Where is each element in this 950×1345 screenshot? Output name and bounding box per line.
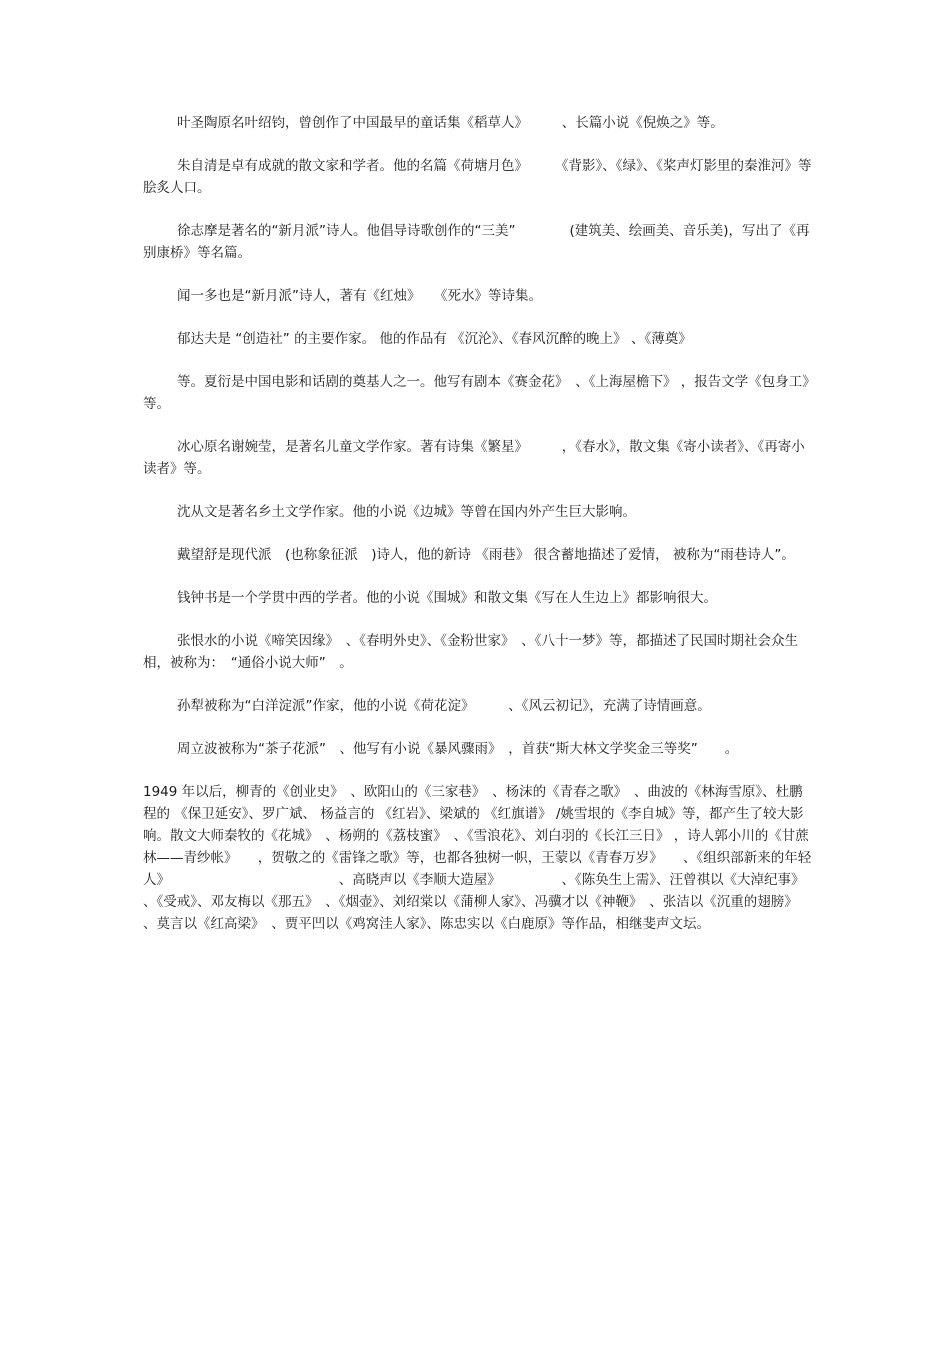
paragraph-wen-yiduo: 闻一多也是“新月派”诗人，著有《红烛》 《死水》等诗集。 [177,288,542,304]
paragraph-xia-yan: 等。夏衍是中国电影和话剧的奠基人之一。他写有剧本《赛金花》 、《上海屋檐下》 ，报告文学《包身工》等。 [143,374,810,412]
paragraph-xu-zhimo: 徐志摩是著名的“新月派”诗人。他倡导诗歌创作的“三美” (建筑美、绘画美、音乐美)，写出了《再别康桥》等名篇。 [143,223,810,261]
paragraph-zhou-libo: 周立波被称为“茶子花派” 、他写有小说《暴风骤雨》 ，首获“斯大林文学奖金三等奖” 。 [177,741,739,757]
paragraph-bing-xin: 冰心原名谢婉莹，是著名儿童文学作家。著有诗集《繁星》 ，《春水》，散文集《寄小读者》、《再寄小读者》等。 [143,439,805,477]
paragraph-sun-li: 孙犁被称为“白洋淀派”作家，他的小说《荷花淀》 、《风云初记》，充满了诗情画意。 [177,698,711,714]
paragraph-yu-dafu: 郁达夫是 “创造社” 的主要作家。 他的作品有 《沉沦》、《春风沉醉的晚上》 、《薄奠》 [177,331,692,347]
paragraph-dai-wangshu: 戴望舒是现代派 (也称象征派 )诗人，他的新诗 《雨巷》 很含蓄地描述了爱情， 被称为“雨巷诗人”。 [177,547,795,563]
paragraph-zhang-henshui: 张恨水的小说《啼笑因缘》 、《春明外史》、《金粉世家》 、《八十一梦》等，都描述了民国时期社会众生相，被称为： “通俗小说大师” 。 [143,633,798,671]
paragraph-post-1949: 1949 年以后，柳青的《创业史》 、欧阳山的《三家巷》 、杨沫的《青春之歌》 、曲波的《林海雪原》、杜鹏程的 《保卫延安》、罗广斌、 杨益言的 《红岩》、梁斌的 《红旗谱》 /姚雪垠的《李自城》等，都产生了较大影响。散文大师秦牧的《花城》 、杨朔的《荔枝蜜》 、《雪浪花》、刘白羽的《长江三日》 ，诗人郭小川的《甘蔗林——青纱帐》 ，贺敬之的《雷锋之歌》等，也都各独树一帜，王蒙以《青春万岁》 、《组织部新来的年轻人》 、高晓声以《李顺大造屋》 、《陈奂生上需》、汪曾祺以《大淖纪事》 、《受戒》、邓友梅以《那五》 、《烟壶》、刘绍棠以《蒲柳人家》、冯骥才以《神鞭》 、张洁以《沉重的翅膀》 、莫言以《红高梁》 、贾平凹以《鸡窝洼人家》、陈忠实以《白鹿原》等作品，相继斐声文坛。 [143,784,933,932]
paragraph-ye-shengtao: 叶圣陶原名叶绍钧，曾创作了中国最早的童话集《稻草人》 、长篇小说《倪焕之》等。 [177,115,724,131]
paragraph-zhu-ziqing: 朱自清是卓有成就的散文家和学者。他的名篇《荷塘月色》 《背影》、《绿》、《桨声灯影里的秦淮河》等脍炙人口。 [143,158,812,196]
paragraph-qian-zhongshu: 钱钟书是一个学贯中西的学者。他的小说《围城》和散文集《写在人生边上》都影响很大。 [177,590,717,606]
document-page [143,112,933,956]
paragraph-shen-congwen: 沈从文是著名乡土文学作家。他的小说《边城》等曾在国内外产生巨大影响。 [177,504,636,520]
